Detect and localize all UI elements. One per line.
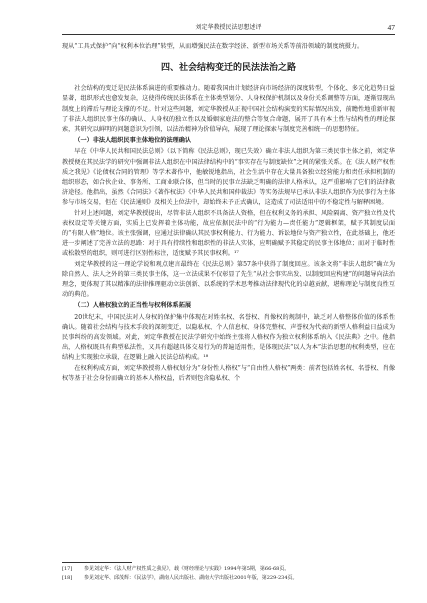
- body-text: [62, 42, 395, 384]
- footnote-text: 参见刘定华、邱茂辉：《民法学》，湖南人民出版社、湖南大学出版社2001年版，第229-234页。: [84, 574, 298, 581]
- subsection-title: （二）人格权独立的正当性与权利体系拓展: [74, 302, 191, 310]
- footnote: [62, 574, 395, 583]
- running-title: 刘定华教授民法思想述评: [195, 24, 262, 31]
- footnote-marker: [17]: [62, 566, 73, 572]
- section-title: 四、社会结构变迁的民法法治之路: [160, 63, 296, 74]
- footnotes: [62, 562, 395, 582]
- page-number: 47: [387, 23, 395, 32]
- subsection-paragraph: 在权利构成方面，刘定华教授将人格权划分为“身份性人格权”与“自由性人格权”两类：前者包括姓名权、名誉权、肖像权等基于社会身份而确立的基本人格权益，后者则包含隐私权、个: [62, 364, 395, 382]
- footnote-text: 参见刘定华：《法人财产权性质之我见》，载《财经理论与实践》1994年第5期，第66-68页。: [84, 566, 290, 572]
- subsection-paragraph: 20世纪末，中国民法对人身权的保护集中体现在对姓名权、名誉权、肖像权的规制中，缺乏对人格整体价值的体系性确认。随着社会结构与技术手段的深刻变迁，以隐私权、个人信息权、身体完整权、声誉权为代表的新型人格利益日益成为民事纠纷的高发领域。对此，刘定华教授在民法学研究中始终主张将人格权作为独立权利体系纳入《民法典》之中。他指出，人格权既具有典型私法性，又具有超越具体交易行为的普遍适用性，是体现民法“以人为本”法治思想的权利类型，应在结构上实现独立承载，在逻辑上融入民法总结构成。¹⁸: [62, 313, 395, 362]
- footnote-marker: [18]: [62, 574, 73, 581]
- footnote-divider: [62, 562, 132, 563]
- subsection-paragraph: 刘定华教授的这一理论学说和观点建言最终在《民法总则》第57条中获得了制度回应。该条文将“非法人组织”确立为除自然人、法人之外的第三类民事主体，这一立法成果不仅彰显了先生“从社会事实出发、以制度回应构建”的问题导向法治理念，更体现了其以精准的法律推理驱动立法创新、以系统的学术思考推动法律现代化的卓越贡献，堪称理论与制度良性互动的典范。: [62, 260, 395, 299]
- subsection-paragraph: 针对上述问题，刘定华教授提出，尽管非法人组织不具备法人资格，但在权利义务的承担、风险隔离、资产独立性及代表权设定等关键方面，实质上已发挥着主体功能，故应依据民法中的“行为能力—责任能力”逻辑框架，赋予其制度层面的“有限人格”地位。该主张强调，应通过法律确认其民事权利能力、行为能力、诉讼地位与资产独立性，在此基础上，他还进一步阐述了完善立法的思路：对于具有持续性和组织性的非法人实体，应明确赋予其稳定的民事主体地位；而对于临时性或松散型的组织，则可进行区别性标注，适度赋予其民事权利。¹⁷: [62, 209, 395, 258]
- footnote: [62, 565, 395, 574]
- intro-paragraph: 现从“工具式保护”向“权利本位治理”转型，从而增强民法在数字经济、新型市场关系等前沿领域的制度统摄力。: [62, 43, 364, 50]
- subsection-paragraph: 早在《中华人民共和国民法总则》（以下简称《民法总则》，现已失效）确立非法人组织为第三类民事主体之前，刘定华教授便在其民法学的研究中强调非法人组织在中国法律结构中的“事实存在与制度缺位”之间的紧张关系。在《法人财产权性质之我见》《论债权合同的管理》等学术著作中，他敏锐地指出，社会生活中存在大量具备独立经营能力和责任承担机制的组织形态，如合伙企业、事务所、工商业联合体，但当时的民事立法缺乏明确的法律人格承认，这严重影响了它们的法律救济途径。他指出，虽然《合同法》《著作权法》《中华人民共和国仲裁法》等实务法规早已承认非法人组织作为民事行为主体参与市场交易，但在《民法通则》及相关上位法中，却始终未予正式确认，这造成了司法适用中的不稳定性与解释困境。: [62, 148, 395, 207]
- subsection-title: （一）非法人组织民事主体地位的法理确认: [74, 137, 191, 145]
- running-header: [62, 22, 395, 35]
- section-paragraph: 社会结构的变迁是民法体系演进的重要推动力。随着我国由计划经济向市场经济的深度转型，个体化、多元化趋势日益显著，组织形式也愈发复杂，这使得传统民法体系在主体类型划分、人身权保护机制以及身份关系调整等方面，逐渐显现出制度上的滞后与理论支撑的不足。针对这些问题，刘定华教授从正视中国社会结构演变的实际情况出发，前瞻性地重新审视了非法人组织民事主体的确认、人身权的独立性以及婚姻家庭法的整合等复合命题，展开了具有本土性与结构性的理论探索，其研究以鲜明的问题意识为引领，以法治精神为价值导向，展现了理论探索与制度完善相统一的思想特征。: [62, 85, 395, 134]
